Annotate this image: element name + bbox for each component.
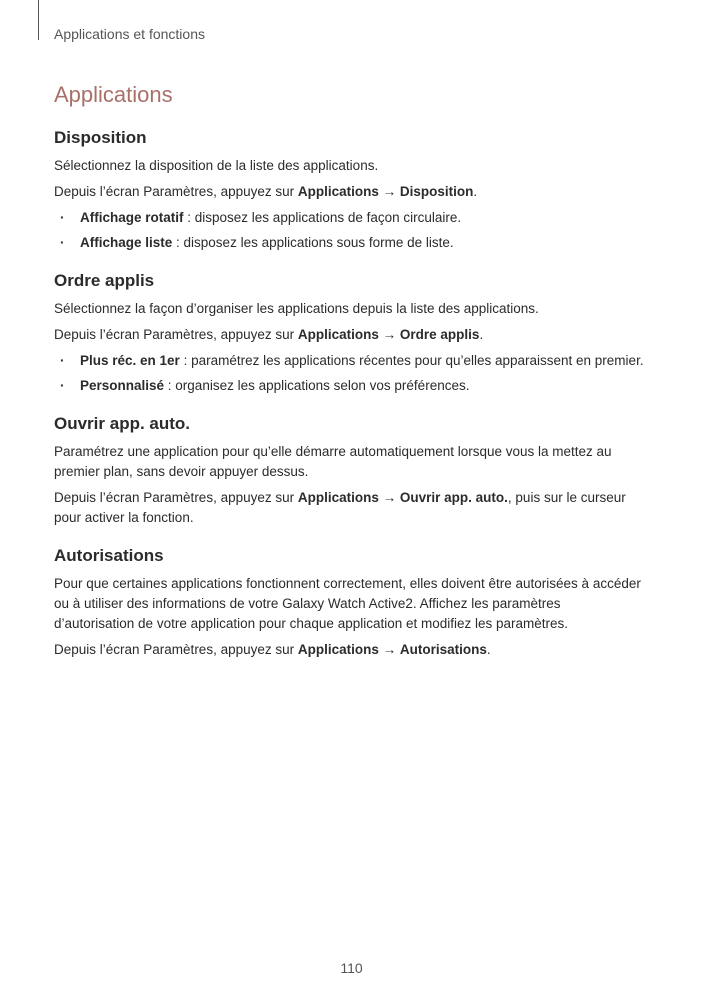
- settings-path: Depuis l’écran Paramètres, appuyez sur Applications → Disposition.: [54, 184, 478, 199]
- settings-path: Depuis l’écran Paramètres, appuyez sur Applications → Ouvrir app. auto., puis sur le curseur pour activer la fonction.: [54, 490, 626, 525]
- settings-path: Depuis l’écran Paramètres, appuyez sur Applications → Ordre applis.: [54, 327, 484, 342]
- option-list: [54, 351, 644, 396]
- section-intro: Sélectionnez la façon d’organiser les applications depuis la liste des applications.: [54, 301, 539, 316]
- section-disposition: [54, 128, 644, 253]
- section-heading: Ouvrir app. auto.: [54, 414, 191, 433]
- section-heading: Autorisations: [54, 546, 164, 565]
- option-list: [54, 208, 644, 253]
- section-autorisations: [54, 546, 644, 660]
- page-title: Applications: [54, 82, 173, 107]
- section-ouvrir-app-auto: [54, 414, 644, 528]
- page-content: [54, 128, 644, 678]
- section-intro: Pour que certaines applications fonctionnent correctement, elles doivent être autorisées à accéder ou à utiliser des informations de votre Galaxy Watch Active2. Affichez les paramètres d’autorisation de votre application pour chaque application et modifiez les paramètres.: [54, 576, 641, 631]
- list-item: · Plus réc. en 1er : paramétrez les applications récentes pour qu’elles apparaissent en premier.: [54, 351, 644, 371]
- section-ordre-applis: [54, 271, 644, 396]
- settings-path: Depuis l’écran Paramètres, appuyez sur Applications → Autorisations.: [54, 642, 491, 657]
- section-intro: Paramétrez une application pour qu’elle démarre automatiquement lorsque vous la mettez au premier plan, sans devoir appuyer dessus.: [54, 444, 612, 479]
- section-heading: Ordre applis: [54, 271, 155, 290]
- section-intro: Sélectionnez la disposition de la liste des applications.: [54, 158, 379, 173]
- running-header: Applications et fonctions: [54, 26, 205, 42]
- header-rule: [38, 0, 39, 40]
- list-item: · Personnalisé : organisez les applications selon vos préférences.: [54, 376, 644, 396]
- section-heading: Disposition: [54, 128, 147, 147]
- page-number: 110: [340, 960, 363, 976]
- list-item: · Affichage liste : disposez les applications sous forme de liste.: [54, 233, 644, 253]
- list-item: · Affichage rotatif : disposez les applications de façon circulaire.: [54, 208, 644, 228]
